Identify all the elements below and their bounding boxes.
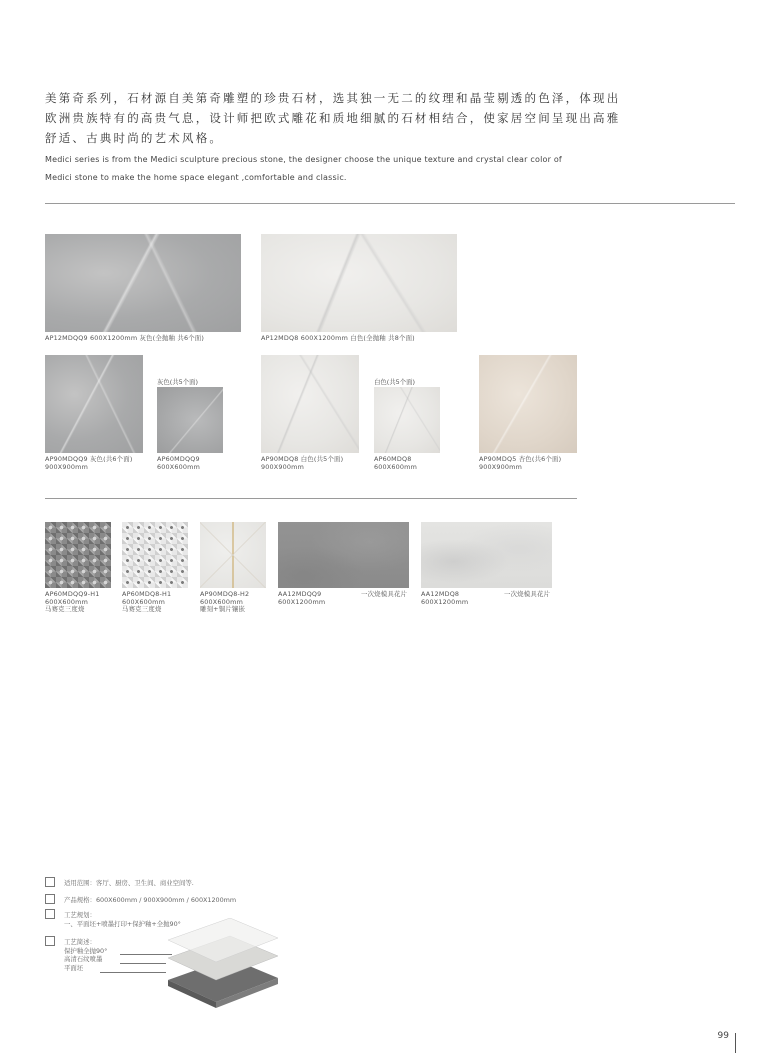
tile-note: 一次烧模具花片 bbox=[504, 590, 551, 598]
spec-process-title: 工艺规划： bbox=[64, 911, 96, 919]
tile-caption bbox=[200, 591, 249, 614]
layer-connector bbox=[100, 972, 166, 973]
tile-image-ap90mdq8-h2 bbox=[200, 522, 266, 588]
tile-image-aa12mdqq9 bbox=[278, 522, 409, 588]
tile-caption bbox=[45, 456, 133, 471]
tile-size: 900X900mm bbox=[479, 462, 523, 471]
tile-caption bbox=[261, 456, 343, 471]
tile-image-ap60mdq8-h1 bbox=[122, 522, 188, 588]
tile-image-ap90mdqq9 bbox=[45, 355, 143, 453]
intro-chinese bbox=[45, 88, 621, 148]
spec-structure-title: 工艺简述： bbox=[64, 938, 96, 946]
tile-code: AP90MDQ8 白色(共5个面) bbox=[261, 455, 344, 463]
spec-layer-label: 平面坯 bbox=[64, 963, 84, 972]
tile-caption bbox=[421, 591, 468, 606]
tile-size: 600X600mm bbox=[157, 462, 201, 471]
tile-size: 900X900mm bbox=[261, 462, 305, 471]
tile-size: 900X900mm bbox=[45, 462, 89, 471]
tile-note: 一次烧模具花片 bbox=[361, 590, 408, 598]
spec-sizes-text: 产品规格：600X600mm / 900X900mm / 600X1200mm bbox=[64, 896, 237, 904]
tile-code: AP60MDQQ9-H1 bbox=[45, 590, 100, 598]
spec-layer-label: 保护釉全抛90° bbox=[64, 946, 108, 955]
tile-size: 600X600mm bbox=[374, 462, 418, 471]
tile-label-above: 灰色(共5个面) bbox=[157, 378, 199, 386]
tile-code: AP60MDQ8 bbox=[374, 455, 412, 463]
intro-english bbox=[45, 151, 645, 187]
tile-image-ap12mdqq9 bbox=[45, 234, 241, 332]
tile-code: AP90MDQ8-H2 bbox=[200, 590, 250, 598]
layers-icon bbox=[45, 936, 55, 946]
tile-desc: 马赛克三度烧 bbox=[45, 605, 85, 613]
tile-code: AP90MDQ5 杏色(共6个面) bbox=[479, 455, 562, 463]
spec-process-value: 一、平面坯+喷墨打印+保护釉+全抛90° bbox=[64, 919, 181, 928]
spec-usage-text: 适用范围：客厅、厨房、卫生间、商业空间等. bbox=[64, 879, 194, 887]
tile-size: 600X600mm bbox=[45, 597, 89, 606]
tile-image-aa12mdq8 bbox=[421, 522, 552, 588]
tile-desc: 雕刻+铜片镶嵌 bbox=[200, 605, 246, 613]
intro-en-line: Medici series is from the Medici sculpture precious stone, the designer choose the unique texture and crystal clear color of bbox=[45, 155, 562, 164]
tile-image-ap90mdq5 bbox=[479, 355, 577, 453]
section-divider bbox=[45, 203, 735, 204]
intro-cn-line: 舒适、古典时尚的艺术风格。 bbox=[45, 131, 224, 145]
tile-size: 600X1200mm bbox=[421, 597, 469, 606]
spec-structure-text bbox=[64, 938, 107, 972]
page-number: 99 bbox=[717, 1031, 729, 1041]
tile-caption bbox=[45, 591, 100, 614]
tile-size: 600X600mm bbox=[122, 597, 166, 606]
tile-caption: AP12MDQ8 600X1200mm 白色(全抛釉 共8个面) bbox=[261, 334, 415, 342]
intro-en-line: Medici stone to make the home space elegant ,comfortable and classic. bbox=[45, 173, 347, 182]
tile-image-ap60mdqq9 bbox=[157, 387, 223, 453]
tile-image-ap12mdq8 bbox=[261, 234, 457, 332]
ruler-icon bbox=[45, 894, 55, 904]
tile-code: AP90MDQQ9 灰色(共6个面) bbox=[45, 455, 133, 463]
layer-structure-diagram bbox=[160, 918, 284, 1020]
tile-caption bbox=[157, 456, 200, 471]
tile-desc: 马赛克三度烧 bbox=[122, 605, 162, 613]
tile-caption: AP12MDQQ9 600X1200mm 灰色(全抛釉 共6个面) bbox=[45, 334, 205, 342]
tile-caption bbox=[479, 456, 561, 471]
tile-caption bbox=[374, 456, 417, 471]
tile-code: AA12MDQ8 bbox=[421, 590, 460, 598]
tile-code: AP60MDQQ9 bbox=[157, 455, 200, 463]
tile-image-ap90mdq8 bbox=[261, 355, 359, 453]
section-divider bbox=[45, 498, 577, 499]
spec-layer-label: 高清石纹喷墨 bbox=[64, 955, 103, 963]
tile-caption bbox=[122, 591, 171, 614]
tile-size: 600X1200mm bbox=[278, 597, 326, 606]
tile-image-ap60mdq8 bbox=[374, 387, 440, 453]
page-number-bar bbox=[735, 1033, 736, 1053]
tile-label-above: 白色(共5个面) bbox=[374, 378, 416, 386]
intro-cn-line: 欧洲贵族特有的高贵气息，设计师把欧式雕花和质地细腻的石材相结合，使家居空间呈现出高雅 bbox=[45, 111, 621, 125]
intro-cn-line: 美第奇系列，石材源自美第奇雕塑的珍贵石材，选其独一无二的纹理和晶莹剔透的色泽，体现出 bbox=[45, 91, 621, 105]
tile-size: 600X600mm bbox=[200, 597, 244, 606]
tile-image-ap60mdqq9-h1 bbox=[45, 522, 111, 588]
tile-caption bbox=[278, 591, 325, 606]
tile-code: AP60MDQ8-H1 bbox=[122, 590, 172, 598]
home-icon bbox=[45, 877, 55, 887]
tile-code: AA12MDQQ9 bbox=[278, 590, 322, 598]
list-icon bbox=[45, 909, 55, 919]
